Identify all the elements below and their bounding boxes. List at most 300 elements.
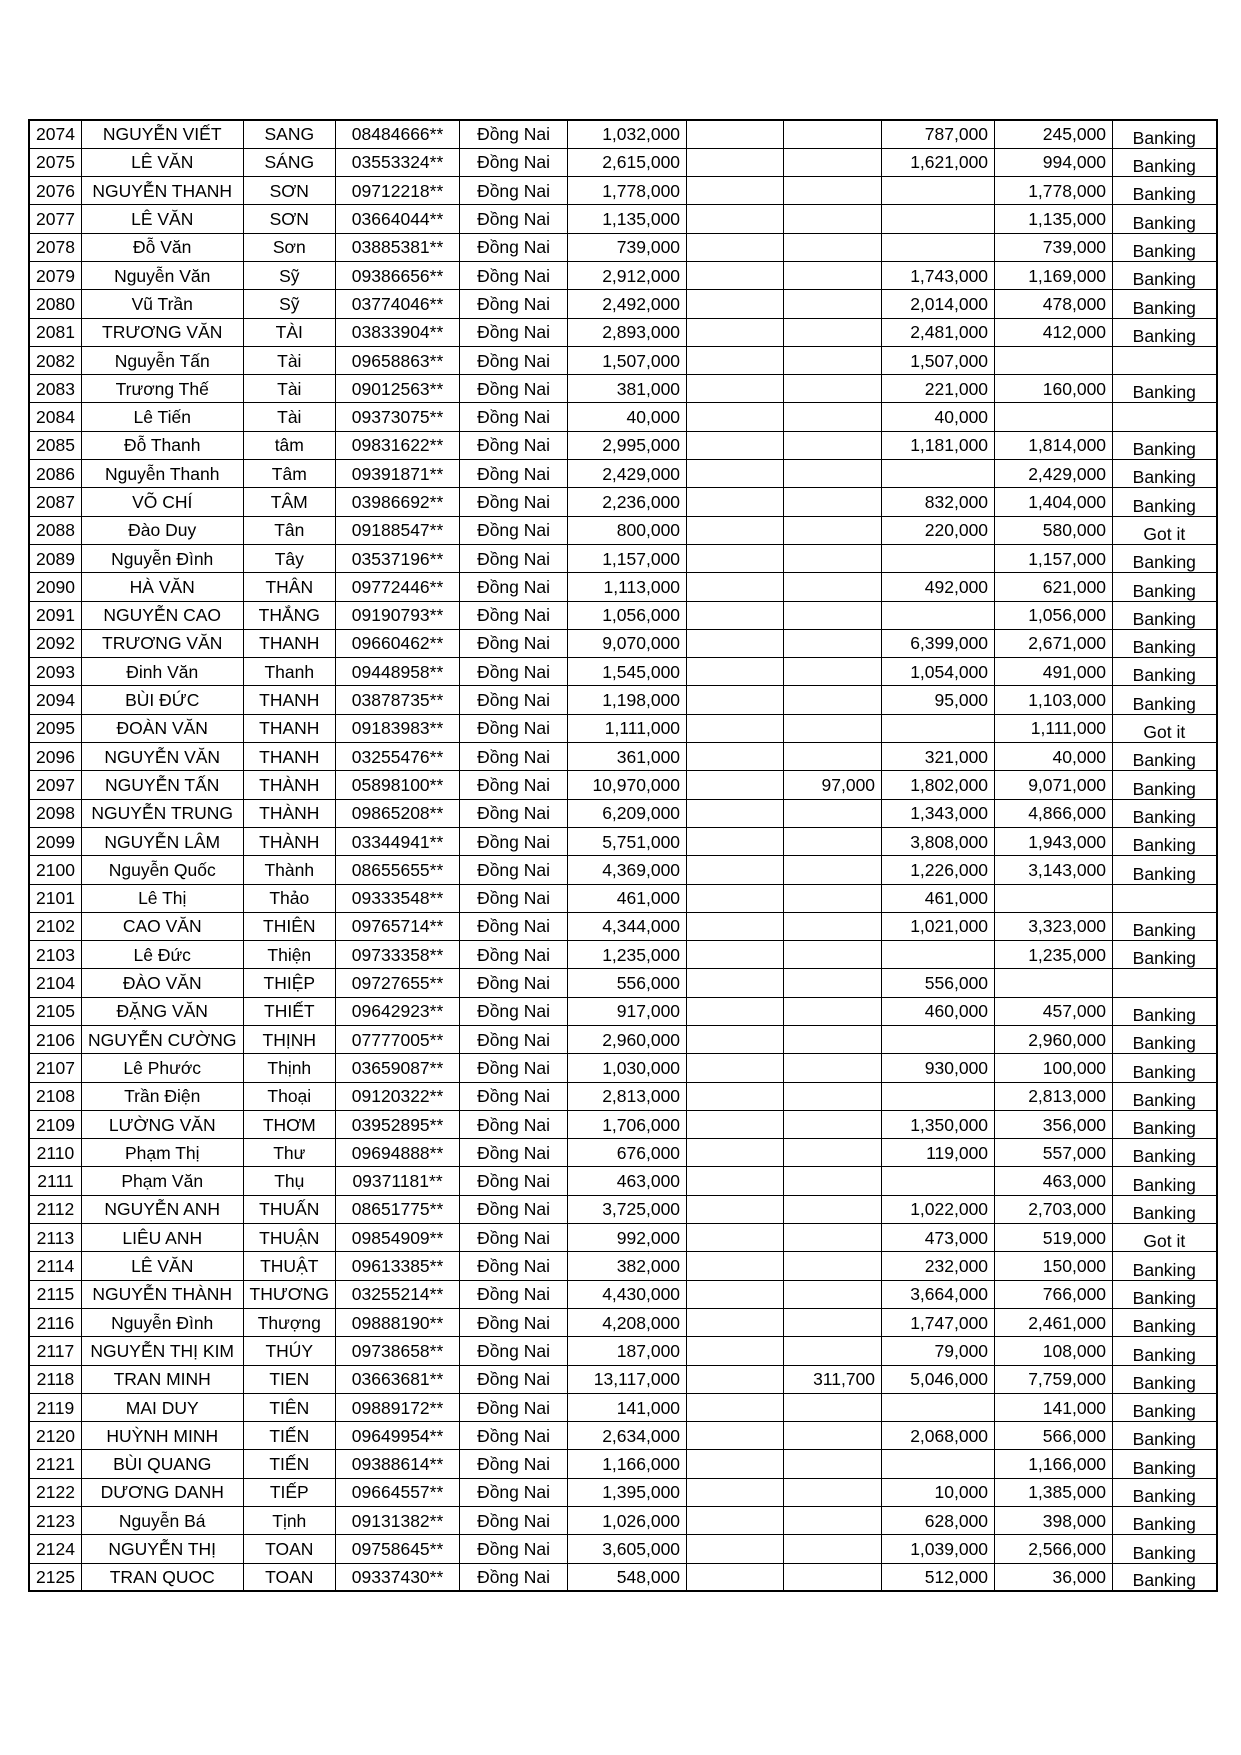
cell-amount-col-9: 1,747,000 <box>882 1308 995 1336</box>
cell-row-number: 2124 <box>29 1535 81 1563</box>
cell-amount-col-8 <box>784 827 882 855</box>
cell-amount-col-9: 79,000 <box>882 1337 995 1365</box>
cell-payment-method: Banking <box>1113 120 1217 148</box>
cell-total-amount: 556,000 <box>568 969 687 997</box>
cell-total-amount: 382,000 <box>568 1252 687 1280</box>
cell-surname: Lê Tiến <box>81 403 243 431</box>
cell-payment-method: Banking <box>1113 1422 1217 1450</box>
cell-payment-method: Banking <box>1113 827 1217 855</box>
cell-total-amount: 1,056,000 <box>568 601 687 629</box>
cell-amount-col-9: 1,181,000 <box>882 431 995 459</box>
cell-given-name: Tịnh <box>243 1507 336 1535</box>
cell-total-amount: 10,970,000 <box>568 771 687 799</box>
cell-amount-col-10: 2,671,000 <box>995 629 1113 657</box>
table-row <box>29 1026 1217 1054</box>
cell-row-number: 2106 <box>29 1026 81 1054</box>
cell-amount-col-8 <box>784 1337 882 1365</box>
cell-amount-col-8 <box>784 460 882 488</box>
cell-amount-col-8 <box>784 686 882 714</box>
cell-amount-col-7 <box>687 1507 784 1535</box>
table-row <box>29 1167 1217 1195</box>
cell-payment-method: Banking <box>1113 177 1217 205</box>
cell-row-number: 2121 <box>29 1450 81 1478</box>
cell-phone-masked: 03255214** <box>336 1280 460 1308</box>
cell-amount-col-7 <box>687 1280 784 1308</box>
cell-amount-col-8 <box>784 1139 882 1167</box>
cell-amount-col-10: 1,169,000 <box>995 261 1113 289</box>
cell-surname: HÀ VĂN <box>81 573 243 601</box>
cell-surname: LÊ VĂN <box>81 148 243 176</box>
cell-surname: NGUYỄN LÂM <box>81 827 243 855</box>
cell-phone-masked: 09333548** <box>336 884 460 912</box>
cell-amount-col-9: 832,000 <box>882 488 995 516</box>
table-row <box>29 177 1217 205</box>
cell-amount-col-9 <box>882 714 995 742</box>
cell-amount-col-9: 461,000 <box>882 884 995 912</box>
cell-given-name: THƯƠNG <box>243 1280 336 1308</box>
cell-total-amount: 1,545,000 <box>568 658 687 686</box>
cell-amount-col-10: 1,814,000 <box>995 431 1113 459</box>
cell-payment-method: Banking <box>1113 233 1217 261</box>
cell-total-amount: 461,000 <box>568 884 687 912</box>
cell-amount-col-9: 321,000 <box>882 743 995 771</box>
cell-surname: Phạm Văn <box>81 1167 243 1195</box>
cell-total-amount: 2,492,000 <box>568 290 687 318</box>
cell-amount-col-10: 457,000 <box>995 997 1113 1025</box>
cell-payment-method: Banking <box>1113 1054 1217 1082</box>
cell-province: Đồng Nai <box>460 1563 568 1591</box>
cell-amount-col-8 <box>784 1478 882 1506</box>
cell-amount-col-7 <box>687 771 784 799</box>
cell-amount-col-8 <box>784 714 882 742</box>
cell-given-name: Tân <box>243 516 336 544</box>
cell-amount-col-7 <box>687 516 784 544</box>
cell-province: Đồng Nai <box>460 1026 568 1054</box>
cell-province: Đồng Nai <box>460 431 568 459</box>
cell-province: Đồng Nai <box>460 1422 568 1450</box>
cell-payment-method: Banking <box>1113 1507 1217 1535</box>
cell-row-number: 2115 <box>29 1280 81 1308</box>
cell-row-number: 2114 <box>29 1252 81 1280</box>
cell-surname: TRƯƠNG VĂN <box>81 318 243 346</box>
cell-province: Đồng Nai <box>460 1308 568 1336</box>
cell-total-amount: 2,634,000 <box>568 1422 687 1450</box>
cell-surname: LÊ VĂN <box>81 205 243 233</box>
cell-total-amount: 2,813,000 <box>568 1082 687 1110</box>
cell-row-number: 2092 <box>29 629 81 657</box>
cell-surname: NGUYỄN TRUNG <box>81 799 243 827</box>
cell-amount-col-9: 628,000 <box>882 1507 995 1535</box>
cell-given-name: THÀNH <box>243 827 336 855</box>
cell-given-name: Thành <box>243 856 336 884</box>
table-row <box>29 714 1217 742</box>
cell-given-name: Sơn <box>243 233 336 261</box>
table-row <box>29 827 1217 855</box>
cell-amount-col-7 <box>687 346 784 374</box>
cell-payment-method: Banking <box>1113 658 1217 686</box>
table-row <box>29 1082 1217 1110</box>
cell-row-number: 2108 <box>29 1082 81 1110</box>
cell-given-name: Tài <box>243 403 336 431</box>
cell-row-number: 2105 <box>29 997 81 1025</box>
cell-phone-masked: 03774046** <box>336 290 460 318</box>
cell-amount-col-9 <box>882 1082 995 1110</box>
cell-amount-col-10: 3,323,000 <box>995 912 1113 940</box>
cell-phone-masked: 09190793** <box>336 601 460 629</box>
cell-amount-col-9: 492,000 <box>882 573 995 601</box>
cell-province: Đồng Nai <box>460 1082 568 1110</box>
cell-surname: Nguyễn Đình <box>81 1308 243 1336</box>
cell-amount-col-10: 150,000 <box>995 1252 1113 1280</box>
cell-given-name: SANG <box>243 120 336 148</box>
cell-amount-col-10: 2,461,000 <box>995 1308 1113 1336</box>
cell-amount-col-7 <box>687 1478 784 1506</box>
cell-given-name: Thụ <box>243 1167 336 1195</box>
cell-phone-masked: 09888190** <box>336 1308 460 1336</box>
cell-surname: BÙI QUANG <box>81 1450 243 1478</box>
cell-surname: Nguyễn Tấn <box>81 346 243 374</box>
cell-phone-masked: 09391871** <box>336 460 460 488</box>
cell-surname: ĐẶNG VĂN <box>81 997 243 1025</box>
cell-amount-col-8 <box>784 1195 882 1223</box>
cell-amount-col-10: 1,157,000 <box>995 544 1113 572</box>
cell-total-amount: 1,026,000 <box>568 1507 687 1535</box>
cell-total-amount: 1,032,000 <box>568 120 687 148</box>
cell-row-number: 2122 <box>29 1478 81 1506</box>
table-row <box>29 290 1217 318</box>
cell-phone-masked: 09649954** <box>336 1422 460 1450</box>
cell-amount-col-10 <box>995 403 1113 431</box>
cell-amount-col-9: 473,000 <box>882 1224 995 1252</box>
cell-amount-col-8 <box>784 205 882 233</box>
cell-province: Đồng Nai <box>460 1478 568 1506</box>
cell-phone-masked: 03664044** <box>336 205 460 233</box>
cell-given-name: Tài <box>243 346 336 374</box>
cell-surname: Nguyễn Đình <box>81 544 243 572</box>
cell-province: Đồng Nai <box>460 261 568 289</box>
cell-province: Đồng Nai <box>460 544 568 572</box>
cell-amount-col-10: 2,960,000 <box>995 1026 1113 1054</box>
cell-amount-col-8 <box>784 1422 882 1450</box>
cell-amount-col-9: 2,481,000 <box>882 318 995 346</box>
table-row <box>29 771 1217 799</box>
cell-phone-masked: 03952895** <box>336 1110 460 1138</box>
cell-amount-col-10: 1,385,000 <box>995 1478 1113 1506</box>
cell-surname: Đào Duy <box>81 516 243 544</box>
cell-given-name: THỊNH <box>243 1026 336 1054</box>
cell-province: Đồng Nai <box>460 629 568 657</box>
cell-amount-col-8 <box>784 1026 882 1054</box>
cell-payment-method: Got it <box>1113 714 1217 742</box>
cell-given-name: TIẾN <box>243 1450 336 1478</box>
table-row <box>29 1337 1217 1365</box>
cell-province: Đồng Nai <box>460 658 568 686</box>
cell-phone-masked: 03344941** <box>336 827 460 855</box>
cell-province: Đồng Nai <box>460 1280 568 1308</box>
cell-amount-col-9: 3,664,000 <box>882 1280 995 1308</box>
cell-surname: Đỗ Thanh <box>81 431 243 459</box>
cell-given-name: SƠN <box>243 205 336 233</box>
cell-payment-method: Banking <box>1113 148 1217 176</box>
cell-amount-col-10: 108,000 <box>995 1337 1113 1365</box>
cell-amount-col-8 <box>784 1563 882 1591</box>
cell-row-number: 2112 <box>29 1195 81 1223</box>
cell-phone-masked: 09658863** <box>336 346 460 374</box>
cell-total-amount: 361,000 <box>568 743 687 771</box>
cell-row-number: 2101 <box>29 884 81 912</box>
cell-province: Đồng Nai <box>460 601 568 629</box>
cell-phone-masked: 09642923** <box>336 997 460 1025</box>
cell-amount-col-7 <box>687 544 784 572</box>
cell-payment-method: Banking <box>1113 375 1217 403</box>
cell-payment-method <box>1113 884 1217 912</box>
cell-amount-col-7 <box>687 1535 784 1563</box>
table-row <box>29 544 1217 572</box>
cell-given-name: THẮNG <box>243 601 336 629</box>
cell-surname: Lê Đức <box>81 941 243 969</box>
table-row <box>29 743 1217 771</box>
cell-amount-col-7 <box>687 318 784 346</box>
cell-amount-col-8 <box>784 1082 882 1110</box>
cell-payment-method: Banking <box>1113 629 1217 657</box>
cell-payment-method: Banking <box>1113 573 1217 601</box>
cell-surname: NGUYỄN TẤN <box>81 771 243 799</box>
cell-amount-col-8 <box>784 1167 882 1195</box>
cell-phone-masked: 09183983** <box>336 714 460 742</box>
table-row <box>29 997 1217 1025</box>
cell-given-name: TIEN <box>243 1365 336 1393</box>
table-row <box>29 233 1217 261</box>
cell-amount-col-10: 491,000 <box>995 658 1113 686</box>
cell-payment-method: Banking <box>1113 743 1217 771</box>
cell-amount-col-9: 2,068,000 <box>882 1422 995 1450</box>
cell-payment-method: Banking <box>1113 205 1217 233</box>
cell-phone-masked: 09727655** <box>336 969 460 997</box>
cell-phone-masked: 03537196** <box>336 544 460 572</box>
cell-phone-masked: 09738658** <box>336 1337 460 1365</box>
cell-amount-col-10: 994,000 <box>995 148 1113 176</box>
cell-surname: TRƯƠNG VĂN <box>81 629 243 657</box>
cell-given-name: Tài <box>243 375 336 403</box>
cell-phone-masked: 09188547** <box>336 516 460 544</box>
cell-payment-method: Banking <box>1113 941 1217 969</box>
cell-given-name: THANH <box>243 629 336 657</box>
cell-total-amount: 1,778,000 <box>568 177 687 205</box>
cell-total-amount: 1,507,000 <box>568 346 687 374</box>
cell-total-amount: 2,995,000 <box>568 431 687 459</box>
cell-amount-col-9: 1,054,000 <box>882 658 995 686</box>
cell-province: Đồng Nai <box>460 884 568 912</box>
table-row <box>29 658 1217 686</box>
table-row <box>29 1563 1217 1591</box>
cell-surname: Lê Thị <box>81 884 243 912</box>
cell-total-amount: 1,395,000 <box>568 1478 687 1506</box>
cell-surname: Đinh Văn <box>81 658 243 686</box>
cell-given-name: THANH <box>243 686 336 714</box>
cell-amount-col-7 <box>687 912 784 940</box>
cell-payment-method: Banking <box>1113 771 1217 799</box>
cell-phone-masked: 03659087** <box>336 1054 460 1082</box>
cell-province: Đồng Nai <box>460 827 568 855</box>
cell-surname: NGUYỄN THỊ <box>81 1535 243 1563</box>
cell-amount-col-10: 1,943,000 <box>995 827 1113 855</box>
cell-given-name: THIẾT <box>243 997 336 1025</box>
cell-payment-method: Banking <box>1113 261 1217 289</box>
cell-amount-col-10: 739,000 <box>995 233 1113 261</box>
cell-phone-masked: 03663681** <box>336 1365 460 1393</box>
cell-amount-col-8 <box>784 969 882 997</box>
cell-row-number: 2095 <box>29 714 81 742</box>
cell-amount-col-8: 97,000 <box>784 771 882 799</box>
cell-phone-masked: 09758645** <box>336 1535 460 1563</box>
cell-amount-col-8 <box>784 233 882 261</box>
table-row <box>29 1195 1217 1223</box>
cell-row-number: 2081 <box>29 318 81 346</box>
cell-row-number: 2086 <box>29 460 81 488</box>
cell-total-amount: 676,000 <box>568 1139 687 1167</box>
cell-given-name: THIÊN <box>243 912 336 940</box>
cell-surname: NGUYỄN ANH <box>81 1195 243 1223</box>
cell-amount-col-8 <box>784 1110 882 1138</box>
cell-row-number: 2116 <box>29 1308 81 1336</box>
table-row <box>29 686 1217 714</box>
cell-surname: Nguyễn Văn <box>81 261 243 289</box>
cell-given-name: THƠM <box>243 1110 336 1138</box>
cell-row-number: 2082 <box>29 346 81 374</box>
cell-amount-col-8 <box>784 318 882 346</box>
cell-amount-col-10: 2,429,000 <box>995 460 1113 488</box>
cell-given-name: THÚY <box>243 1337 336 1365</box>
cell-surname: NGUYỄN CAO <box>81 601 243 629</box>
cell-amount-col-8 <box>784 261 882 289</box>
cell-amount-col-10: 1,056,000 <box>995 601 1113 629</box>
cell-payment-method: Banking <box>1113 544 1217 572</box>
cell-amount-col-8 <box>784 488 882 516</box>
cell-phone-masked: 09712218** <box>336 177 460 205</box>
cell-amount-col-7 <box>687 120 784 148</box>
cell-province: Đồng Nai <box>460 516 568 544</box>
cell-province: Đồng Nai <box>460 233 568 261</box>
cell-total-amount: 381,000 <box>568 375 687 403</box>
cell-amount-col-7 <box>687 1139 784 1167</box>
cell-given-name: TOAN <box>243 1535 336 1563</box>
cell-amount-col-7 <box>687 1082 784 1110</box>
cell-given-name: Thanh <box>243 658 336 686</box>
cell-amount-col-7 <box>687 799 784 827</box>
table-body <box>29 120 1217 1591</box>
cell-surname: NGUYỄN VĂN <box>81 743 243 771</box>
cell-given-name: THUẬN <box>243 1224 336 1252</box>
table-row <box>29 1139 1217 1167</box>
cell-province: Đồng Nai <box>460 1054 568 1082</box>
cell-province: Đồng Nai <box>460 177 568 205</box>
cell-province: Đồng Nai <box>460 856 568 884</box>
cell-amount-col-8 <box>784 629 882 657</box>
table-row <box>29 799 1217 827</box>
table-row <box>29 346 1217 374</box>
cell-given-name: Thảo <box>243 884 336 912</box>
cell-payment-method: Banking <box>1113 997 1217 1025</box>
cell-amount-col-10: 557,000 <box>995 1139 1113 1167</box>
cell-amount-col-7 <box>687 460 784 488</box>
cell-payment-method: Banking <box>1113 1195 1217 1223</box>
cell-surname: CAO VĂN <box>81 912 243 940</box>
cell-amount-col-9: 1,343,000 <box>882 799 995 827</box>
cell-amount-col-8 <box>784 1308 882 1336</box>
cell-amount-col-9 <box>882 177 995 205</box>
cell-total-amount: 4,208,000 <box>568 1308 687 1336</box>
cell-amount-col-8 <box>784 1252 882 1280</box>
cell-total-amount: 40,000 <box>568 403 687 431</box>
cell-amount-col-10 <box>995 884 1113 912</box>
cell-given-name: tâm <box>243 431 336 459</box>
cell-amount-col-7 <box>687 1026 784 1054</box>
cell-payment-method: Banking <box>1113 799 1217 827</box>
cell-phone-masked: 09733358** <box>336 941 460 969</box>
cell-amount-col-9: 1,022,000 <box>882 1195 995 1223</box>
cell-amount-col-8 <box>784 516 882 544</box>
cell-row-number: 2118 <box>29 1365 81 1393</box>
cell-phone-masked: 03878735** <box>336 686 460 714</box>
cell-payment-method <box>1113 403 1217 431</box>
cell-amount-col-7 <box>687 1195 784 1223</box>
cell-row-number: 2103 <box>29 941 81 969</box>
cell-row-number: 2076 <box>29 177 81 205</box>
cell-payment-method: Banking <box>1113 601 1217 629</box>
cell-given-name: SƠN <box>243 177 336 205</box>
cell-surname: TRAN QUOC <box>81 1563 243 1591</box>
cell-amount-col-7 <box>687 714 784 742</box>
cell-payment-method: Banking <box>1113 1280 1217 1308</box>
cell-row-number: 2109 <box>29 1110 81 1138</box>
cell-province: Đồng Nai <box>460 1393 568 1421</box>
cell-province: Đồng Nai <box>460 743 568 771</box>
cell-amount-col-9: 220,000 <box>882 516 995 544</box>
cell-amount-col-9: 512,000 <box>882 1563 995 1591</box>
cell-province: Đồng Nai <box>460 997 568 1025</box>
cell-amount-col-7 <box>687 1110 784 1138</box>
cell-amount-col-7 <box>687 686 784 714</box>
cell-row-number: 2087 <box>29 488 81 516</box>
cell-amount-col-9: 10,000 <box>882 1478 995 1506</box>
cell-surname: NGUYỄN THỊ KIM <box>81 1337 243 1365</box>
cell-amount-col-8 <box>784 743 882 771</box>
cell-province: Đồng Nai <box>460 120 568 148</box>
table-row <box>29 969 1217 997</box>
cell-row-number: 2075 <box>29 148 81 176</box>
cell-row-number: 2089 <box>29 544 81 572</box>
cell-given-name: Thiện <box>243 941 336 969</box>
cell-total-amount: 13,117,000 <box>568 1365 687 1393</box>
cell-amount-col-9: 95,000 <box>882 686 995 714</box>
cell-surname: DƯƠNG DANH <box>81 1478 243 1506</box>
cell-row-number: 2113 <box>29 1224 81 1252</box>
cell-payment-method: Banking <box>1113 1563 1217 1591</box>
table-row <box>29 403 1217 431</box>
cell-surname: MAI DUY <box>81 1393 243 1421</box>
cell-payment-method: Banking <box>1113 1393 1217 1421</box>
cell-phone-masked: 09386656** <box>336 261 460 289</box>
cell-surname: Nguyễn Bá <box>81 1507 243 1535</box>
cell-province: Đồng Nai <box>460 573 568 601</box>
cell-amount-col-8 <box>784 1450 882 1478</box>
cell-amount-col-7 <box>687 1252 784 1280</box>
cell-surname: LƯỜNG VĂN <box>81 1110 243 1138</box>
cell-payment-method: Banking <box>1113 1082 1217 1110</box>
cell-amount-col-7 <box>687 1224 784 1252</box>
cell-amount-col-9 <box>882 544 995 572</box>
cell-total-amount: 187,000 <box>568 1337 687 1365</box>
